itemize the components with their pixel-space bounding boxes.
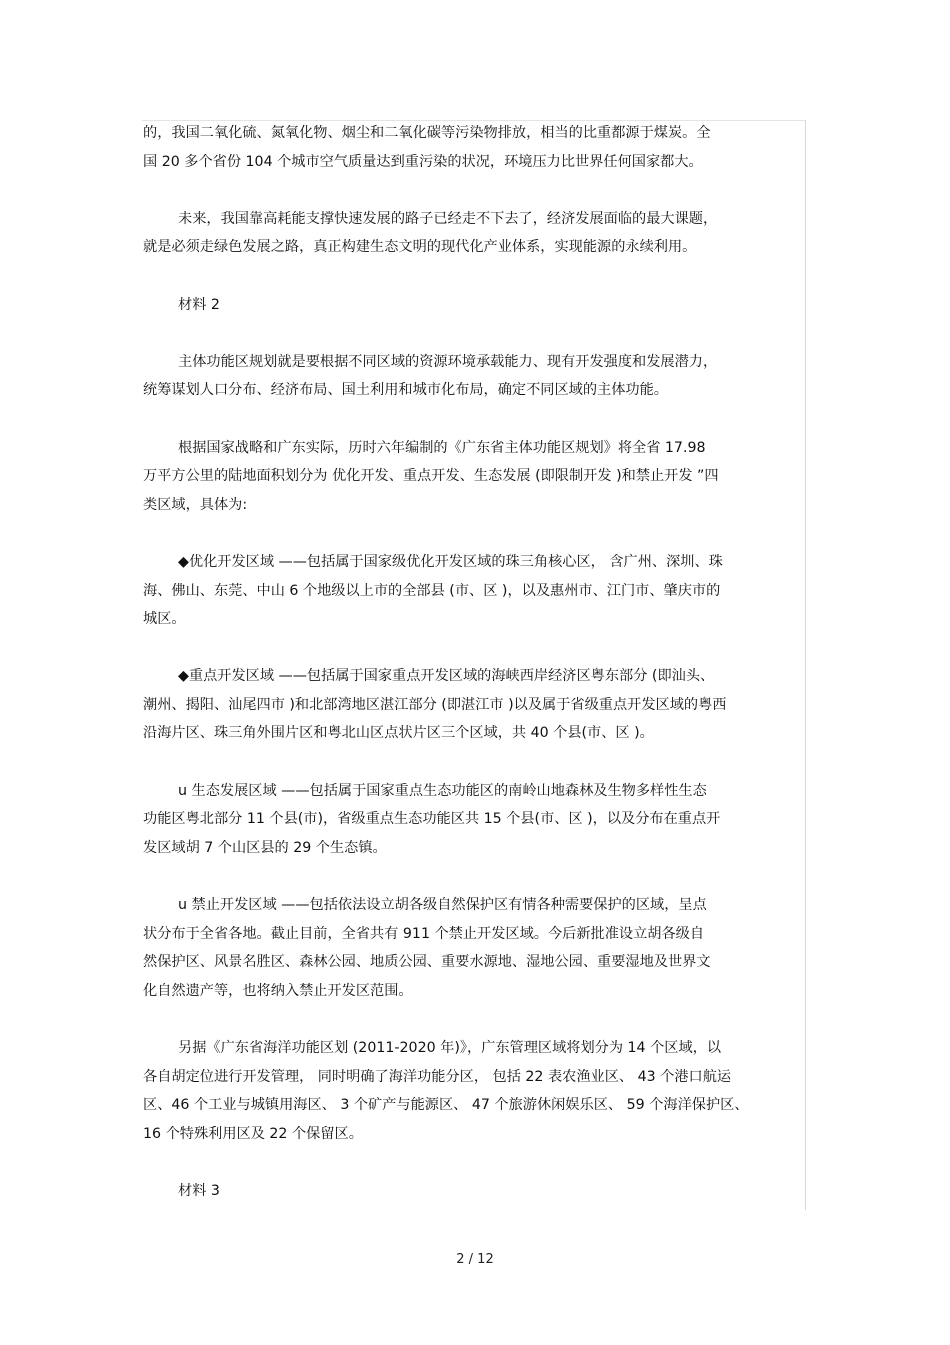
paragraph-optimized-development-zone [143, 548, 807, 634]
paragraph-marine-zoning [143, 1034, 807, 1148]
text-line: 然保护区、风景名胜区、森林公园、地质公园、重要水源地、湿地公园、重要湿地及世界文 [143, 954, 711, 971]
text-line: u 禁止开发区域 ——包括依法设立胡各级自然保护区有情各种需要保护的区域，呈点 [178, 897, 707, 914]
text-line: 的，我国二氧化硫、氮氧化物、烟尘和二氧化碳等污染物排放，相当的比重都源于煤炭。全 [143, 125, 711, 141]
text-line: 根据国家战略和广东实际，历时六年编制的《广东省主体功能区规划》将全省 17.98 [178, 439, 706, 456]
paragraph-coal-pollution [143, 119, 807, 176]
text-line: 国 20 多个省份 104 个城市空气质量达到重污染的状况，环境压力比世界任何国家都大。 [143, 153, 703, 170]
text-line: ◆重点开发区域 ——包括属于国家重点开发区域的海峡西岸经济区粤东部分 (即汕头、 [178, 668, 715, 685]
text-line: 潮州、揭阳、汕尾四市 )和北部湾地区湛江部分 (即湛江市 )以及属于省级重点开发区域的粤西 [143, 696, 727, 713]
text-line: 类区域，具体为: [143, 496, 248, 513]
section-label: 材料 3 [178, 1182, 220, 1199]
text-line: 统筹谋划人口分布、经济布局、国土利用和城市化布局，确定不同区域的主体功能。 [143, 382, 668, 399]
text-line: 主体功能区规划就是要根据不同区域的资源环境承载能力、现有开发强度和发展潜力， [178, 353, 718, 370]
paragraph-key-development-zone [143, 662, 807, 748]
heading-material-2 [143, 291, 807, 320]
text-line: 未来，我国靠高耗能支撑快速发展的路子已经走不下去了，经济发展面临的最大课题， [178, 210, 718, 227]
paragraph-guangdong-plan [143, 434, 807, 520]
text-line: ◆优化开发区域 ——包括属于国家级优化开发区域的珠三角核心区， 含广州、深圳、珠 [178, 553, 723, 570]
text-line: u 生态发展区域 ——包括属于国家重点生态功能区的南岭山地森林及生物多样性生态 [178, 782, 707, 799]
text-line: 功能区粤北部分 11 个县(市)，省级重点生态功能区共 15 个县(市、区 )，以及分布在重点开 [143, 811, 721, 828]
text-line: 就是必须走绿色发展之路，真正构建生态文明的现代化产业体系，实现能源的永续利用。 [143, 239, 697, 256]
text-line: 区、46 个工业与城镇用海区、 3 个矿产与能源区、 47 个旅游休闲娱乐区、 59 个海洋保护区、 [143, 1097, 749, 1114]
document-body [143, 119, 807, 1234]
text-line: 另据《广东省海洋功能区划 (2011-2020 年)》，广东管理区域将划分为 14 个区域，以 [178, 1040, 722, 1056]
paragraph-green-development [143, 205, 807, 262]
text-line: 状分布于全省各地。截止目前，全省共有 911 个禁止开发区域。今后新批准设立胡各级自 [143, 925, 705, 942]
paragraph-functional-zoning [143, 348, 807, 405]
paragraph-ecological-development-zone [143, 777, 807, 863]
text-line: 16 个特殊利用区及 22 个保留区。 [143, 1125, 363, 1142]
text-line: 各自胡定位进行开发管理， 同时明确了海洋功能分区， 包括 22 表农渔业区、 43 个港口航运 [143, 1068, 732, 1085]
text-line: 沿海片区、珠三角外围片区和粤北山区点状片区三个区域，共 40 个县(市、区 )。 [143, 725, 654, 742]
page-number: 2 / 12 [456, 1252, 494, 1267]
text-line: 万平方公里的陆地面积划分为 优化开发、重点开发、生态发展 (即限制开发 )和禁止开发 ”四 [143, 468, 719, 485]
section-label: 材料 2 [178, 296, 220, 313]
paragraph-prohibited-development-zone [143, 891, 807, 1005]
heading-material-3 [143, 1177, 807, 1206]
text-line: 化自然遗产等，也将纳入禁止开发区范围。 [143, 982, 413, 999]
text-line: 城区。 [143, 611, 186, 628]
text-line: 海、佛山、东莞、中山 6 个地级以上市的全部县 (市、区 )，以及惠州市、江门市、肇庆市的 [143, 582, 721, 599]
text-line: 发区域胡 7 个山区县的 29 个生态镇。 [143, 839, 387, 856]
